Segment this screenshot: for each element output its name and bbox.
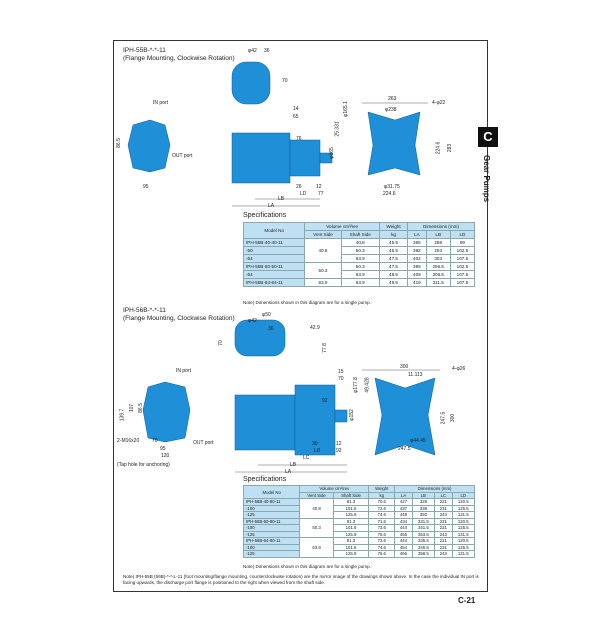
dim-label: φ31.75 <box>384 184 400 190</box>
cell-la: 444 <box>395 538 412 545</box>
in-port-label: IN port <box>153 100 169 106</box>
cell-model: -64 <box>244 255 305 263</box>
cell-kg: 48.5 <box>379 271 407 279</box>
col-la: LA <box>395 492 412 499</box>
dim-label: 25.331 <box>334 121 341 137</box>
cell-shaft: 101.6 <box>333 505 368 512</box>
dim-label: 95 <box>160 446 166 452</box>
cell-ld: 120.5 <box>452 499 475 506</box>
cell-ld: 102.5 <box>450 247 474 255</box>
cell-kg: 76.6 <box>369 551 395 558</box>
cell-lc: 231 <box>435 544 452 551</box>
cell-model: IPH-55B-50-50-11 <box>244 263 305 271</box>
pump-body-side <box>232 133 290 183</box>
cell-shaft: 101.6 <box>333 525 368 532</box>
cell-la: 399 <box>408 263 427 271</box>
cell-shaft: 125.9 <box>333 551 368 558</box>
dim-label: 12 <box>336 441 342 447</box>
dim-label: 263 <box>388 96 397 102</box>
cell-model: -100 <box>244 525 300 532</box>
cell-kg: 70.6 <box>369 499 395 506</box>
cell-ld: 120.5 <box>452 518 475 525</box>
dim-label: 95 <box>143 184 149 190</box>
footer-note: Note) IPH-55B (56B)-*-*-L-11 (foot mounting/flange mounting, counterclockwise rotation) are the mirror image of the drawings shown above. In the case the individual IN port is facing upwards, the discharge port flange is positioned to the right when viewed from the shaft side. <box>123 574 479 585</box>
cell-shaft: 50.3 <box>341 263 379 271</box>
col-volume: Volume cm³/rev <box>305 223 380 231</box>
table-row <box>244 247 475 255</box>
dim-label: 247.5 <box>398 446 411 452</box>
cell-la: 466 <box>395 551 412 558</box>
cell-lb: 306.5 <box>426 271 450 279</box>
col-weight: Weight <box>379 223 407 231</box>
col-model: Model No <box>244 223 305 239</box>
cell-lc: 243 <box>435 551 452 558</box>
cell-kg: 45.5 <box>379 239 407 247</box>
dim-label: LD <box>314 448 321 454</box>
dim-label: 283 <box>447 143 454 153</box>
dim-label: 49.428 <box>364 377 371 393</box>
cell-ld: 125.5 <box>452 525 475 532</box>
cell-model: -64 <box>244 271 305 279</box>
dim-label: 224.6 <box>435 141 442 155</box>
cell-kg: 74.6 <box>369 512 395 519</box>
drawing2-subtitle: (Flange Mounting, Clockwise Rotation) <box>123 315 235 322</box>
dim-label: φ42 <box>248 318 257 324</box>
dim-label: 4-φ22 <box>432 100 446 106</box>
col-shaft: Shaft Side <box>333 492 368 499</box>
dim-label: 14 <box>293 106 299 112</box>
drawing1-subtitle: (Flange Mounting, Clockwise Rotation) <box>123 55 235 62</box>
cell-lb: 311.5 <box>426 279 450 287</box>
cell-lc: 243 <box>435 512 452 519</box>
cell-kg: 72.6 <box>369 538 395 545</box>
cell-kg: 74.6 <box>369 544 395 551</box>
dim-label: φ152 <box>348 409 355 421</box>
flange-top-view-2 <box>235 320 285 356</box>
cell-ld: 125.5 <box>452 544 475 551</box>
cell-shaft: 125.9 <box>333 531 368 538</box>
dim-label: 30 <box>312 441 318 447</box>
cell-vent: 50.3 <box>300 518 333 538</box>
cell-lb: 336.5 <box>412 538 434 545</box>
cell-shaft: 81.3 <box>333 538 368 545</box>
cell-lb: 331.5 <box>412 518 434 525</box>
col-dims: Dimensions (mm) <box>408 223 475 231</box>
cell-lc: 221 <box>435 518 452 525</box>
cell-ld: 131.5 <box>452 531 475 538</box>
cell-la: 392 <box>408 247 427 255</box>
spec-title-1: Specifications <box>243 212 287 219</box>
dim-label: LA <box>285 469 292 475</box>
dim-label: 77.8 <box>321 343 328 353</box>
dim-label: 15 <box>338 369 344 375</box>
drawing2-title: IPH-56B-*-*-11 <box>123 307 166 314</box>
cell-shaft: 81.3 <box>333 499 368 506</box>
col-volume: Volume cm³/rev <box>300 486 369 493</box>
cell-shaft: 40.8 <box>341 239 379 247</box>
dim-label: (Tap hole for anchoring) <box>117 462 170 468</box>
cell-vent: 63.9 <box>305 279 341 287</box>
dim-label: LB <box>278 196 285 202</box>
dim-label: φ42 <box>248 48 257 54</box>
cell-la: 402 <box>408 255 427 263</box>
dim-label: 139.7 <box>119 408 126 422</box>
dim-label: 120 <box>161 453 170 459</box>
col-dims: Dimensions (mm) <box>395 486 475 493</box>
dim-label: 92 <box>322 398 328 404</box>
pump-body-side-2 <box>235 395 295 450</box>
cell-lb: 338 <box>412 505 434 512</box>
dim-label: φ165.1 <box>342 101 349 117</box>
col-vent: Vent Side <box>300 492 333 499</box>
cell-vent: 40.8 <box>300 499 333 519</box>
col-lb: LB <box>426 231 450 239</box>
cell-kg: 75.6 <box>369 531 395 538</box>
cell-ld: 131.5 <box>452 551 475 558</box>
cell-lb: 341.5 <box>412 525 434 532</box>
dim-label: φ238 <box>385 107 397 113</box>
out-port-label-2: OUT port <box>193 440 214 446</box>
cell-model: -125 <box>244 531 300 538</box>
cell-model: IPH-56B-40-80-11 <box>244 499 300 506</box>
dim-label: 65 <box>293 114 299 120</box>
cell-la: 409 <box>408 271 427 279</box>
cell-la: 444 <box>395 525 412 532</box>
cell-lb: 358.5 <box>412 551 434 558</box>
dim-label: LD <box>300 191 307 197</box>
col-lc: LC <box>435 492 452 499</box>
cell-la: 456 <box>395 531 412 538</box>
cell-kg: 47.5 <box>379 255 407 263</box>
dim-label: LB <box>290 462 297 468</box>
flange-top-view <box>232 62 270 104</box>
cell-model: IPH-55B-64-64-11 <box>244 279 305 287</box>
cell-vent: 40.8 <box>305 239 341 263</box>
shaft-2 <box>335 410 347 422</box>
col-la: LA <box>408 231 427 239</box>
cell-model: -100 <box>244 544 300 551</box>
dim-label: 70 <box>338 376 344 382</box>
dim-label: LC <box>303 455 310 461</box>
dim-label: 300 <box>450 413 457 423</box>
page-number: C-21 <box>458 596 476 605</box>
cell-model: -125 <box>244 551 300 558</box>
table-row <box>244 255 475 263</box>
cell-shaft: 101.6 <box>333 544 368 551</box>
mount-flange-front <box>368 112 420 175</box>
table-row <box>244 263 475 271</box>
table-row <box>244 279 475 287</box>
col-lb: LB <box>412 492 434 499</box>
dim-label: 70 <box>152 438 158 444</box>
cell-model: IPH-56B-50-80-11 <box>244 518 300 525</box>
cell-ld: 107.5 <box>450 271 474 279</box>
cell-lb: 353.5 <box>412 531 434 538</box>
dim-label: φ50 <box>262 312 271 318</box>
cell-ld: 120.5 <box>452 538 475 545</box>
cell-kg: 46.5 <box>379 247 407 255</box>
col-weight: Weight <box>369 486 395 493</box>
cell-lc: 243 <box>435 531 452 538</box>
dim-label: 300 <box>400 364 409 370</box>
pump-shaft-housing <box>290 140 320 176</box>
dim-label: LA <box>268 203 275 209</box>
col-kg: kg <box>379 231 407 239</box>
dim-label: 70 <box>282 78 288 84</box>
section-label: Gear Pumps <box>482 155 491 203</box>
cell-la: 419 <box>408 279 427 287</box>
table1-note: Note) Dimensions shown in this diagram are for a single pump. <box>243 300 371 305</box>
col-ld: LD <box>450 231 474 239</box>
dim-label: 2-M16x20 <box>117 438 140 444</box>
dim-label: 70 <box>217 340 224 346</box>
table-row <box>244 239 475 247</box>
dim-label: 4-φ26 <box>452 366 466 372</box>
spec-table-2 <box>243 485 475 558</box>
spec-title-2: Specifications <box>243 476 287 483</box>
cell-la: 385 <box>408 239 427 247</box>
dim-label: 86.5 <box>137 403 144 413</box>
cell-lb: 288 <box>426 239 450 247</box>
col-model: Model No <box>244 486 300 499</box>
dim-label: 92 <box>336 448 342 454</box>
cell-la: 454 <box>395 544 412 551</box>
in-port-label-2: IN port <box>176 368 192 374</box>
dim-label: 247.5 <box>440 411 447 425</box>
table-row <box>244 271 475 279</box>
col-vent: Vent Side <box>305 231 341 239</box>
table2-note: Note) Dimensions shown in this diagram are for a single pump. <box>243 564 371 569</box>
col-ld: LD <box>452 492 475 499</box>
cell-ld: 107.5 <box>450 255 474 263</box>
dim-label: 107 <box>129 403 136 413</box>
dim-label: 36 <box>264 48 270 54</box>
dim-label: 76 <box>296 136 302 142</box>
cell-ld: 99 <box>450 239 474 247</box>
dim-label: 86.5 <box>115 138 122 148</box>
cell-ld: 131.5 <box>452 512 475 519</box>
cell-model: -125 <box>244 512 300 519</box>
cell-model: -100 <box>244 505 300 512</box>
col-kg: kg <box>369 492 395 499</box>
cell-lb: 303 <box>426 255 450 263</box>
dim-label: 12 <box>316 184 322 190</box>
cell-lb: 350 <box>412 512 434 519</box>
cell-la: 437 <box>395 505 412 512</box>
cell-la: 434 <box>395 518 412 525</box>
dim-label: φ165 <box>328 147 335 159</box>
cell-shaft: 81.3 <box>333 518 368 525</box>
cell-shaft: 63.9 <box>341 271 379 279</box>
cell-model: -50 <box>244 247 305 255</box>
cell-shaft: 50.3 <box>341 247 379 255</box>
cell-lc: 221 <box>435 538 452 545</box>
cell-ld: 125.5 <box>452 505 475 512</box>
dim-label: 77 <box>318 191 324 197</box>
cell-ld: 107.5 <box>450 279 474 287</box>
cell-vent: 50.3 <box>305 263 341 279</box>
cell-shaft: 63.9 <box>341 279 379 287</box>
dim-label: φ44.45 <box>410 438 426 444</box>
col-shaft: Shaft Side <box>341 231 379 239</box>
section-tab: C <box>478 127 498 147</box>
cell-kg: 49.5 <box>379 279 407 287</box>
cell-kg: 72.6 <box>369 505 395 512</box>
port-flange-front-2 <box>143 382 190 442</box>
dim-label: φ177.8 <box>352 377 359 393</box>
dim-label: 42.9 <box>310 325 320 331</box>
cell-kg: 47.5 <box>379 263 407 271</box>
cell-kg: 71.6 <box>369 518 395 525</box>
cell-lb: 296.5 <box>426 263 450 271</box>
cell-lc: 231 <box>435 505 452 512</box>
cell-lb: 293 <box>426 247 450 255</box>
cell-lc: 231 <box>435 525 452 532</box>
cell-lb: 346.5 <box>412 544 434 551</box>
dim-label: 11.113 <box>408 372 423 378</box>
cell-lb: 328 <box>412 499 434 506</box>
mount-flange-front-2 <box>375 378 435 455</box>
cell-lc: 221 <box>435 499 452 506</box>
table-row <box>244 551 475 558</box>
cell-ld: 102.5 <box>450 263 474 271</box>
drawing1-title: IPH-55B-*-*-11 <box>123 47 166 54</box>
cell-shaft: 63.9 <box>341 255 379 263</box>
cell-model: IPH-55B-40-40-11 <box>244 239 305 247</box>
cell-vent: 63.9 <box>300 538 333 558</box>
spec-table-1 <box>243 222 475 287</box>
cell-shaft: 125.9 <box>333 512 368 519</box>
port-flange-front <box>128 120 170 172</box>
dim-label: 224.6 <box>383 191 396 197</box>
out-port-label: OUT port <box>172 153 193 159</box>
cell-model: IPH-56B-64-80-11 <box>244 538 300 545</box>
cell-kg: 73.6 <box>369 525 395 532</box>
dim-label: 26 <box>296 184 302 190</box>
dim-label: 36 <box>268 326 274 332</box>
cell-la: 427 <box>395 499 412 506</box>
cell-la: 449 <box>395 512 412 519</box>
